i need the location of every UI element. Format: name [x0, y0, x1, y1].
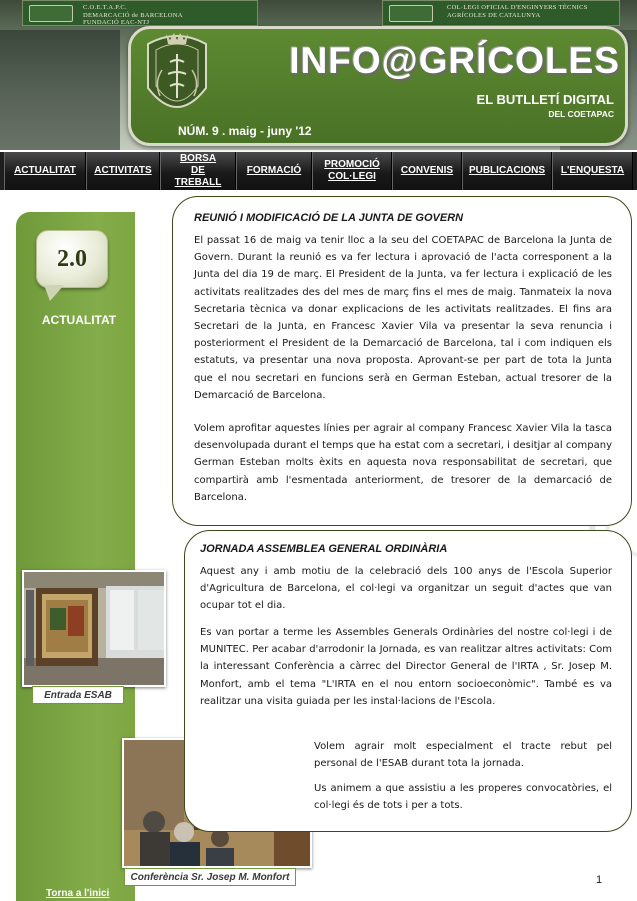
sign-logo-icon — [389, 5, 433, 22]
nav-item-formacio[interactable]: FORMACIÓ — [236, 152, 312, 190]
photo-caption-conferencia: Conferència Sr. Josep M. Monfort — [124, 868, 296, 886]
sign-logo-icon — [29, 5, 73, 22]
back-to-top-link[interactable]: Torna a l'inici — [46, 888, 110, 899]
article-assemblea-paragraph-2: Es van portar a terme les Assembles Generals Ordinàries del nostre col·legi i de MUNITEC. Per acabar d'arrodonir la Jornada, es van realitzar altres activitats: Com la interessant Conferència a càrrec del Director General de l'IRTA , Sr. Josep M. Monfort, amb el tema "L'IRTA en el nou entorn socioeconòmic". També es va realitzar una visita guiada per les instal·lacions de l'Escola. — [200, 627, 612, 707]
photo-caption-entrada: Entrada ESAB — [32, 686, 124, 704]
page-number: 1 — [596, 874, 603, 886]
article-assemblea-paragraph-1: Aquest any i amb motiu de la celebració dels 100 anys de l'Escola Superior d'Agricultura de Barcelona, el col·legi va organitzar un seguit d'actes que van ocupar tot el dia. — [200, 566, 612, 612]
magazine-title: INFO@GRÍCOLES — [289, 40, 620, 81]
nav-item-enquesta[interactable]: L'ENQUESTA — [552, 152, 633, 190]
nav-item-actualitat[interactable]: ACTUALITAT — [4, 152, 86, 190]
building-facade — [0, 30, 120, 150]
header-sign-right: COL·LEGI OFICIAL D'ENGINYERS TÈCNICS AGRÍCOLES DE CATALUNYA — [382, 0, 620, 26]
college-crest-icon — [140, 30, 214, 128]
header-sign-left: C.O.E.T.A.P.C. DEMARCACIÓ de BARCELONA FUNDACIÓ EAC-NTJ — [22, 0, 258, 26]
nav-item-convenis[interactable]: CONVENIS — [392, 152, 462, 190]
article-title-junta: REUNIÓ I MODIFICACIÓ DE LA JUNTA DE GOVERN — [194, 212, 464, 224]
section-label: ACTUALITAT — [41, 313, 117, 327]
issue-number: NÚM. 9 . maig - juny '12 — [178, 124, 312, 138]
article-assemblea-paragraph-3: Volem agrair molt especialment el tracte rebut pel personal de l'ESAB durant tota la jornada. — [314, 741, 612, 770]
photo-entrada-esab-image — [24, 572, 166, 687]
magazine-subtitle-publisher: DEL COETAPAC — [548, 109, 614, 119]
nav-item-publicacions[interactable]: PUBLICACIONS — [462, 152, 552, 190]
main-nav — [0, 152, 637, 190]
speech-bubble-tail-icon — [44, 285, 64, 301]
nav-item-borsa-de-treball[interactable]: BORSA DE TREBALL — [160, 152, 236, 190]
article-assemblea-paragraph-4: Us animem a que assistiu a les properes convocatòries, el col·legi és de tots i per a tots. — [314, 783, 612, 812]
nav-item-promocio-collegi[interactable]: PROMOCIÓ COL·LEGI — [312, 152, 392, 190]
article-title-assemblea: JORNADA ASSEMBLEA GENERAL ORDINÀRIA — [200, 543, 448, 555]
photo-entrada-esab — [22, 570, 166, 687]
magazine-subtitle: EL BUTLLETÍ DIGITAL — [476, 92, 614, 107]
version-badge: 2.0 — [36, 230, 108, 288]
article-junta-paragraph-1: El passat 16 de maig va tenir lloc a la seu del COETAPAC de Barcelona la Junta de Govern. Durant la reunió es va fer lectura i aprovació de l'acta corresponent a la Junta del dia 19 de març. El President de la Junta, va fer lectura i explicació de les activitats realitzades des del mes de març fins el mes de maig. Tanmateix la nova Secretaria tècnica va donar explicacions de les activitats realitzades. El fins ara Secretari de la Junta, en Francesc Xavier Vila va presentar la seva renuncia i posteriorment el President de la Demarcació de Barcelona, tal i com indiquen els estatuts, va presentar una nova proposta. Aprovant-se per part de tota la Junta que el nou secretari en funcions serà en German Esteban, actual tresorer de la Demarcació de Barcelona. — [194, 235, 612, 401]
nav-item-activitats[interactable]: ACTIVITATS — [86, 152, 160, 190]
article-junta-paragraph-2: Volem aprofitar aquestes línies per agrair al company Francesc Xavier Vila la tasca desenvolupada durant el temps que ha estat com a secretari, i desitjar al company German Esteban molts èxits en aquesta nova responsabilitat de secretari, que compartirà amb l'esmentada anteriorment, de tresorer de la demarcació de Barcelona. — [194, 423, 612, 503]
